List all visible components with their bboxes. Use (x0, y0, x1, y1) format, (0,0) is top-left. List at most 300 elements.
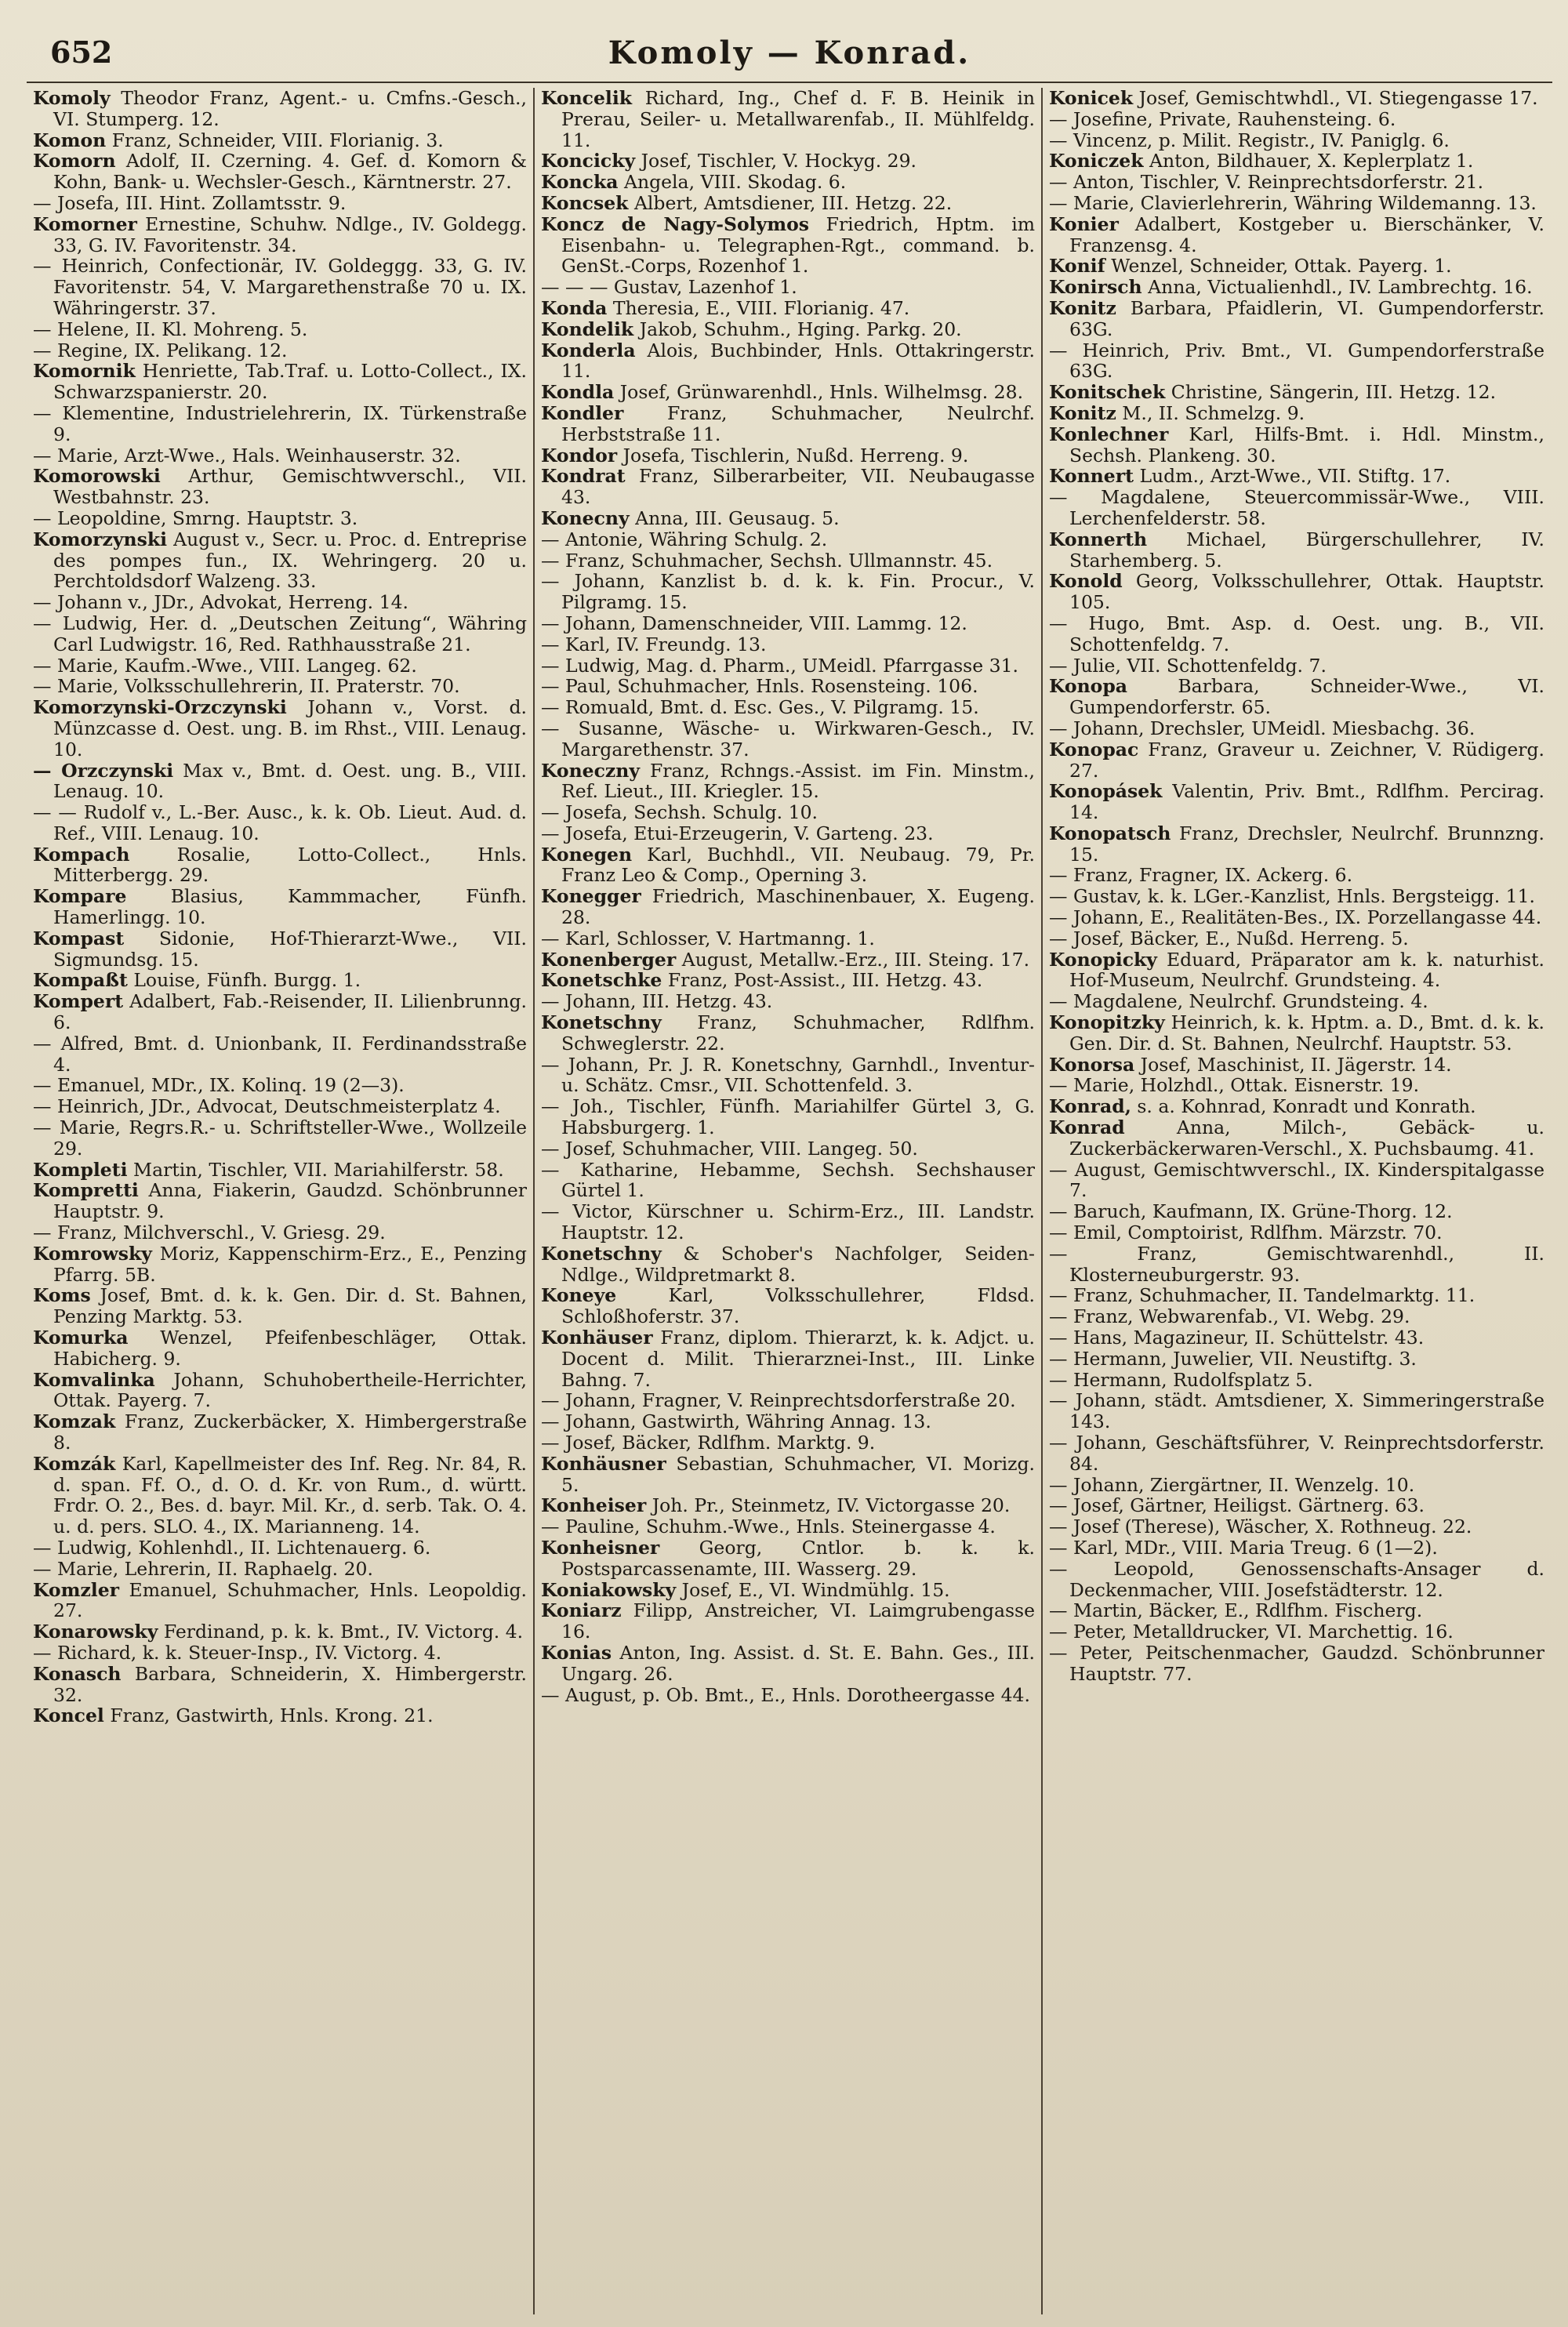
directory-entry (541, 1285, 1035, 1327)
entry-details: Karl, Volksschullehrer, Fldsd. Schloßhoferstr. 37. (561, 1284, 1035, 1328)
entry-details: — Susanne, Wäsche- u. Wirkwaren-Gesch., IV. Margarethenstr. 37. (541, 717, 1035, 761)
entry-details: — Martin, Bäcker, E., Rdlfhm. Fischerg. (1049, 1599, 1423, 1622)
directory-entry (1049, 718, 1544, 739)
entry-surname: Konif (1049, 255, 1105, 278)
page-number: 652 (50, 34, 113, 70)
entry-details: Ernestine, Schuhw. Ndlge., IV. Goldegg. 33, G. IV. Favoritenstr. 34. (53, 212, 527, 256)
entry-details: — Marie, Lehrerin, II. Raphaelg. 20. (33, 1557, 373, 1580)
directory-entry (33, 1160, 527, 1181)
entry-surname: Komorner (33, 212, 137, 235)
entry-details: Anton, Bildhauer, X. Keplerplatz 1. (1149, 150, 1474, 172)
entry-details: — August, Gemischtwverschl., IX. Kinderspitalgasse 7. (1049, 1158, 1544, 1202)
entry-details: — Magdalene, Steuercommissär-Wwe., VIII. Lerchenfelderstr. 58. (1049, 486, 1544, 529)
entry-details: Michael, Bürgerschullehrer, IV. Starhemberg. 5. (1069, 528, 1544, 572)
entry-details: — Marie, Volksschullehrerin, II. Praterstr. 70. (33, 675, 460, 698)
directory-entry (33, 1643, 527, 1664)
entry-details: — Josefa, Etui-Erzeugerin, V. Garteng. 23. (541, 822, 934, 844)
directory-entry (1049, 151, 1544, 172)
directory-entry (1049, 1075, 1544, 1096)
entry-details: — Johann, Ziergärtner, II. Wenzelg. 10. (1049, 1473, 1415, 1496)
entry-details: Georg, Cntlor. b. k. k. Postsparcassenamte, III. Wasserg. 29. (561, 1536, 1035, 1580)
entry-surname: Konhäusner (541, 1452, 666, 1475)
entry-surname: Kompert (33, 990, 124, 1013)
entry-details: — Marie, Regrs.R.- u. Schriftsteller-Wwe., Wollzeile 29. (33, 1116, 527, 1160)
directory-entry (33, 1370, 527, 1412)
entry-details: — Johann, Damenschneider, VIII. Lammg. 12. (541, 612, 967, 634)
entry-surname: Konias (541, 1641, 612, 1664)
entry-details: — Hugo, Bmt. Asp. d. Oest. ung. B., VII. Schottenfeldg. 7. (1049, 612, 1544, 655)
directory-entry (1049, 739, 1544, 782)
directory-entry (541, 382, 1035, 403)
entry-details: Josef, Grünwarenhdl., Hnls. Wilhelmsg. 28. (619, 381, 1024, 404)
directory-entry (33, 361, 527, 403)
directory-entry (33, 970, 527, 991)
entry-details: — Josefa, III. Hint. Zollamtsstr. 9. (33, 191, 347, 214)
directory-entry (1049, 1222, 1544, 1243)
entry-details: Josef, Gemischtwhdl., VI. Stiegengasse 17. (1138, 88, 1538, 109)
entry-details: Louise, Fünfh. Burgg. 1. (133, 969, 361, 992)
entry-surname: Konopac (1049, 738, 1139, 761)
directory-entry (541, 193, 1035, 214)
entry-surname: Konopicky (1049, 948, 1157, 971)
directory-entry (33, 1222, 527, 1243)
entry-details: Adalbert, Kostgeber u. Bierschänker, V. Franzensg. 4. (1069, 212, 1544, 256)
entry-surname: Konheiser (541, 1494, 647, 1517)
entry-surname: Konegger (541, 885, 641, 908)
directory-entry (33, 592, 527, 613)
entry-details: Theresia, E., VIII. Florianig. 47. (612, 296, 910, 319)
directory-entry (33, 130, 527, 151)
entry-details: Richard, Ing., Chef d. F. B. Heinik in Prerau, Seiler- u. Metallwarenfab., II. Mühlfeldg. 11. (561, 88, 1035, 151)
directory-entry (541, 1012, 1035, 1055)
directory-entry (33, 655, 527, 677)
entry-details: Valentin, Priv. Bmt., Rdlfhm. Percirag. 14. (1069, 780, 1544, 824)
page-header (27, 34, 1552, 83)
entry-details: Christine, Sängerin, III. Hetzg. 12. (1171, 381, 1497, 404)
directory-entry (1049, 886, 1544, 907)
entry-details: — Helene, II. Kl. Mohreng. 5. (33, 318, 308, 340)
directory-entry (1049, 529, 1544, 572)
entry-details: — Johann, E., Realitäten-Bes., IX. Porzellangasse 44. (1049, 906, 1542, 929)
directory-entry (1049, 1306, 1544, 1327)
entry-details: — Johann, Gastwirth, Währing Annag. 13. (541, 1410, 931, 1433)
directory-entry (1049, 1285, 1544, 1306)
entry-details: — Franz, Schuhmacher, II. Tandelmarktg. 11. (1049, 1284, 1475, 1307)
directory-entry (1049, 1537, 1544, 1559)
entry-surname: Kondelik (541, 318, 634, 340)
directory-entry (541, 676, 1035, 697)
entry-details: — Josefine, Private, Rauhensteing. 6. (1049, 107, 1396, 130)
entry-details: Josef, Maschinist, II. Jägerstr. 14. (1140, 1053, 1452, 1076)
directory-entry (1049, 1012, 1544, 1055)
entry-surname: Konarowsky (33, 1621, 158, 1643)
entry-details: — Romuald, Bmt. d. Esc. Ges., V. Pilgramg. 15. (541, 696, 979, 719)
directory-entry (1049, 1201, 1544, 1222)
entry-details: — Franz, Webwarenfab., VI. Webg. 29. (1049, 1305, 1410, 1328)
entry-surname: Kompare (33, 885, 127, 908)
directory-entry (33, 1559, 527, 1580)
directory-entry (541, 1390, 1035, 1411)
directory-entry (541, 88, 1035, 151)
entry-details: Franz, Rchngs.-Assist. im Fin. Minstm., Ref. Lieut., III. Kriegler. 15. (561, 759, 1035, 803)
entry-surname: Konetschny (541, 1011, 662, 1034)
directory-entry (1049, 403, 1544, 424)
directory-entry (1049, 1055, 1544, 1076)
directory-entry (541, 340, 1035, 383)
entry-details: — Klementine, Industrielehrerin, IX. Türkenstraße 9. (33, 401, 527, 445)
entry-details: — Heinrich, Priv. Bmt., VI. Gumpendorferstraße 63G. (1049, 339, 1544, 383)
directory-entry (541, 1243, 1035, 1286)
entry-surname: Koncicky (541, 150, 636, 172)
entry-details: — Johann v., JDr., Advokat, Herreng. 14. (33, 591, 408, 614)
entry-surname: Koniarz (541, 1599, 622, 1622)
directory-entry (541, 1160, 1035, 1202)
entry-details: Wenzel, Schneider, Ottak. Payerg. 1. (1111, 255, 1452, 278)
entry-details: — Magdalene, Neulrchf. Grundsteing. 4. (1049, 990, 1428, 1013)
entry-details: — Paul, Schuhmacher, Hnls. Rosensteing. 106. (541, 675, 978, 698)
directory-entry (541, 1096, 1035, 1138)
entry-surname: Konecny (541, 506, 630, 529)
entry-details: Josef, Tischler, V. Hockyg. 29. (641, 150, 917, 172)
entry-surname: Koneczny (541, 759, 641, 782)
entry-details: Josef, Bmt. d. k. k. Gen. Dir. d. St. Bahnen, Penzing Marktg. 53. (53, 1284, 527, 1328)
directory-entry (541, 949, 1035, 971)
directory-entry (1049, 1475, 1544, 1496)
directory-entry (33, 697, 527, 760)
directory-entry (33, 256, 527, 318)
directory-entry (541, 697, 1035, 718)
entry-surname: Komoly (33, 88, 111, 109)
directory-entry (1049, 1096, 1544, 1117)
directory-entry (541, 1138, 1035, 1160)
entry-details: Franz, Schuhmacher, Neulrchf. Herbststraße 11. (561, 401, 1035, 445)
directory-entry (1049, 1643, 1544, 1685)
directory-entry (33, 319, 527, 340)
entry-details: — Franz, Fragner, IX. Ackerg. 6. (1049, 864, 1353, 887)
directory-entry (1049, 571, 1544, 613)
entry-surname: Konrad (1049, 1116, 1125, 1139)
column-3 (1043, 88, 1551, 2314)
directory-entry (541, 1432, 1035, 1454)
directory-entry (1049, 1600, 1544, 1621)
entry-details: Jakob, Schuhm., Hging. Parkg. 20. (639, 318, 962, 340)
directory-entry (33, 151, 527, 193)
entry-details: Karl, Kapellmeister des Inf. Reg. Nr. 84, R. d. span. Ff. O., d. O. d. Kr. von Rum., d. württ. Frdr. O. 2., Bes. d. bayr. Mil. Kr., d. serb. Tak. O. 4. u. d. pers. SLO. 4., IX. Marianneng. 14. (53, 1452, 527, 1538)
entry-surname: Konlechner (1049, 423, 1169, 445)
entry-surname: Konderla (541, 339, 636, 361)
directory-entry (33, 676, 527, 697)
entry-details: Adolf, II. Czerning. 4. Gef. d. Komorn & Kohn, Bank- u. Wechsler-Gesch., Kärntnerstr. 27. (53, 150, 527, 194)
entry-surname: Komorn (33, 150, 116, 172)
entry-details: Rosalie, Lotto-Collect., Hnls. Mitterbergg. 29. (53, 843, 527, 887)
directory-entry (1049, 1621, 1544, 1643)
directory-entry (541, 634, 1035, 655)
entry-details: Sebastian, Schuhmacher, VI. Morizg. 5. (561, 1452, 1035, 1496)
entry-surname: Konier (1049, 212, 1119, 235)
directory-entry (33, 1075, 527, 1096)
entry-details: — Johann, Pr. J. R. Konetschny, Garnhdl., Inventur- u. Schätz. Cmsr., VII. Schottenfeld. 3. (541, 1053, 1035, 1097)
entry-surname: Koncel (33, 1704, 104, 1727)
directory-entry (33, 886, 527, 928)
entry-details: — Pauline, Schuhm.-Wwe., Hnls. Steinergasse 4. (541, 1516, 996, 1538)
entry-details: — Baruch, Kaufmann, IX. Grüne-Thorg. 12. (1049, 1200, 1453, 1223)
entry-surname: Konopitzky (1049, 1011, 1165, 1034)
directory-entry (541, 1685, 1035, 1706)
entry-surname: Konetschke (541, 969, 662, 992)
directory-entry (1049, 424, 1544, 466)
entry-details: — Ludwig, Kohlenhdl., II. Lichtenauerg. 6. (33, 1536, 431, 1559)
directory-entry (541, 172, 1035, 193)
entry-details: — Antonie, Währing Schulg. 2. (541, 528, 828, 550)
entry-details: — — — Gustav, Lazenhof 1. (541, 276, 797, 299)
entry-surname: Konnert (1049, 465, 1134, 488)
entry-details: — Victor, Kürschner u. Schirm-Erz., III. Landstr. Hauptstr. 12. (541, 1200, 1035, 1244)
directory-entry (1049, 1117, 1544, 1160)
directory-entry (541, 571, 1035, 613)
entry-details: Franz, Gastwirth, Hnls. Krong. 21. (110, 1704, 434, 1727)
directory-entry (541, 1201, 1035, 1243)
directory-entry (33, 445, 527, 466)
entry-details: — Ludwig, Her. d. „Deutschen Zeitung“, Währing Carl Ludwigstr. 16, Red. Rathhausstraße 21. (33, 612, 527, 655)
entry-details: Karl, Hilfs-Bmt. i. Hdl. Minstm., Sechsh. Plankeng. 30. (1069, 423, 1544, 466)
directory-entry (1049, 193, 1544, 214)
directory-entry (33, 991, 527, 1033)
entry-surname: Komzak (33, 1410, 116, 1433)
entry-surname: Konopásek (1049, 780, 1163, 803)
directory-entry (33, 193, 527, 214)
directory-entry (541, 1580, 1035, 1601)
entry-details: — Franz, Schuhmacher, Sechsh. Ullmannstr. 45. (541, 549, 993, 572)
entry-surname: Konenberger (541, 948, 677, 971)
entry-details: & Schober's Nachfolger, Seiden-Ndlge., Wildpretmarkt 8. (561, 1242, 1035, 1286)
entry-surname: Konasch (33, 1662, 122, 1685)
entry-details: Franz, Post-Assist., III. Hetzg. 43. (667, 969, 983, 992)
entry-details: — Peter, Peitschenmacher, Gaudzd. Schönbrunner Hauptstr. 77. (1049, 1641, 1544, 1685)
directory-entry (33, 1454, 527, 1537)
entry-details: — Marie, Arzt-Wwe., Hals. Weinhauserstr. 32. (33, 444, 461, 466)
entry-surname: Koncz de Nagy-Solymos (541, 212, 809, 235)
entry-surname: Konetschny (541, 1242, 662, 1265)
directory-entry (541, 1495, 1035, 1516)
entry-details: — Marie, Kaufm.-Wwe., VIII. Langeg. 62. (33, 654, 417, 677)
entry-details: — Karl, IV. Freundg. 13. (541, 633, 767, 655)
directory-entry (1049, 466, 1544, 487)
entry-details: Blasius, Kammmacher, Fünfh. Hamerlingg. 10. (53, 885, 527, 929)
entry-details: — Johann, III. Hetzg. 43. (541, 990, 773, 1013)
entry-details: Anton, Ing. Assist. d. St. E. Bahn. Ges., III. Ungarg. 26. (561, 1641, 1035, 1685)
directory-entry (33, 1180, 527, 1222)
directory-entry (33, 1621, 527, 1643)
directory-entry (1049, 340, 1544, 383)
directory-entry (33, 1327, 527, 1370)
entry-details: — Josef, Bäcker, Rdlfhm. Marktg. 9. (541, 1432, 876, 1454)
entry-details: August v., Secr. u. Proc. d. Entreprise des pompes fun., IX. Wehringerg. 20 u. Perchtoldsdorf Walzeng. 33. (53, 528, 527, 593)
entry-details: M., II. Schmelzg. 9. (1122, 401, 1305, 424)
entry-details: August, Metallw.-Erz., III. Steing. 17. (681, 948, 1030, 971)
entry-details: Max v., Bmt. d. Oest. ung. B., VIII. Lenaug. 10. (53, 759, 527, 803)
directory-entry (541, 844, 1035, 887)
entry-details: — Peter, Metalldrucker, VI. Marchettig. 16. (1049, 1621, 1454, 1643)
entry-surname: Kondler (541, 401, 624, 424)
entry-details: Franz, Graveur u. Zeichner, V. Rüdigerg. 27. (1069, 738, 1544, 782)
directory-entry (1049, 676, 1544, 718)
entry-details: Alois, Buchbinder, Hnls. Ottakringerstr. 11. (561, 339, 1035, 383)
directory-entry (1049, 1495, 1544, 1516)
entry-details: Arthur, Gemischtwverschl., VII. Westbahnstr. 23. (53, 465, 527, 509)
directory-entry (541, 761, 1035, 803)
directory-entry (541, 550, 1035, 572)
directory-entry (541, 1643, 1035, 1685)
directory-entry (33, 613, 527, 655)
entry-details: — Ludwig, Mag. d. Pharm., UMeidl. Pfarrgasse 31. (541, 654, 1018, 677)
entry-surname: Konhäuser (541, 1327, 653, 1349)
directory-entry (541, 277, 1035, 298)
entry-details: — Leopoldine, Smrng. Hauptstr. 3. (33, 506, 358, 529)
directory-entry (33, 761, 527, 803)
directory-entry (33, 1033, 527, 1076)
entry-details: — Alfred, Bmt. d. Unionbank, II. Ferdinandsstraße 4. (33, 1032, 527, 1076)
entry-surname: Komorowski (33, 465, 161, 488)
directory-entry (1049, 928, 1544, 949)
directory-entry (1049, 256, 1544, 277)
entry-details: — Leopold, Genossenschafts-Ansager d. Deckenmacher, VIII. Josefstädterstr. 12. (1049, 1557, 1544, 1601)
entry-details: — Johann, Kanzlist b. d. k. k. Fin. Procur., V. Pilgramg. 15. (541, 570, 1035, 614)
entry-details: — Johann, Geschäftsführer, V. Reinprechtsdorferstr. 84. (1049, 1432, 1544, 1475)
entry-surname: Konopatsch (1049, 822, 1171, 844)
directory-entry (541, 1055, 1035, 1097)
entry-surname: Konitz (1049, 296, 1116, 319)
directory-entry (33, 1705, 527, 1726)
entry-surname: Komorzynski (33, 528, 168, 550)
directory-entry (1049, 109, 1544, 130)
entry-surname: Koncelik (541, 88, 633, 109)
entry-details: — Joh., Tischler, Fünfh. Mariahilfer Gürtel 3, G. Habsburgerg. 1. (541, 1095, 1035, 1139)
entry-details: — Karl, MDr., VIII. Maria Treug. 6 (1—2). (1049, 1536, 1438, 1559)
entry-details: Karl, Buchhdl., VII. Neubaug. 79, Pr. Franz Leo & Comp., Operning 3. (561, 843, 1035, 887)
entry-details: — Karl, Schlosser, V. Hartmanng. 1. (541, 927, 875, 949)
entry-details: Anna, Fiakerin, Gaudzd. Schönbrunner Hauptstr. 9. (53, 1179, 527, 1223)
directory-entry (541, 1454, 1035, 1496)
directory-entry (541, 1600, 1035, 1643)
directory-entry (33, 214, 527, 256)
entry-surname: Komornik (33, 360, 136, 383)
entry-surname: Konold (1049, 570, 1123, 593)
directory-entry (33, 1117, 527, 1160)
entry-details: Sidonie, Hof-Thierarzt-Wwe., VII. Sigmundsg. 15. (53, 927, 527, 971)
entry-details: — Josef, Schuhmacher, VIII. Langeg. 50. (541, 1137, 918, 1160)
entry-details: — Franz, Gemischtwarenhdl., II. Klosterneuburgerstr. 93. (1049, 1242, 1544, 1286)
directory-entry (33, 529, 527, 592)
directory-entry (541, 151, 1035, 172)
entry-surname: Kompleti (33, 1158, 128, 1181)
entry-surname: Koncsek (541, 191, 629, 214)
entry-details: Henriette, Tab.Traf. u. Lotto-Collect., IX. Schwarzspanierstr. 20. (53, 360, 527, 404)
entry-surname: Koneye (541, 1284, 617, 1307)
entry-details: Martin, Tischler, VII. Mariahilferstr. 58. (133, 1158, 504, 1181)
directory-entry (1049, 88, 1544, 109)
entry-details: Barbara, Pfaidlerin, VI. Gumpendorferstr. 63G. (1069, 296, 1544, 340)
directory-entry (33, 802, 527, 844)
entry-surname: Kompast (33, 927, 125, 949)
entry-surname: Konicek (1049, 88, 1134, 109)
entry-surname: Kondor (541, 444, 618, 466)
directory-entry (33, 1411, 527, 1454)
entry-surname: Komzler (33, 1578, 120, 1601)
directory-entry (541, 823, 1035, 844)
entry-details: Barbara, Schneider-Wwe., VI. Gumpendorferstr. 65. (1069, 675, 1544, 719)
entry-details: Franz, Schneider, VIII. Florianig. 3. (111, 129, 444, 151)
entry-surname: — Orzczynski (33, 759, 174, 782)
entry-surname: Konitz (1049, 401, 1116, 424)
directory-entry (1049, 1432, 1544, 1475)
directory-entry (1049, 1559, 1544, 1601)
directory-entry (541, 298, 1035, 319)
entry-surname: Komurka (33, 1327, 129, 1349)
directory-entry (541, 319, 1035, 340)
directory-entry (541, 466, 1035, 508)
directory-entry (1049, 781, 1544, 823)
entry-surname: Konrad, (1049, 1095, 1131, 1118)
entry-details: — Hans, Magazineur, II. Schüttelstr. 43. (1049, 1327, 1425, 1349)
directory-entry (1049, 1390, 1544, 1432)
entry-surname: Komvalinka (33, 1368, 155, 1391)
directory-entry (1049, 865, 1544, 886)
entry-details: Franz, Drechsler, Neulrchf. Brunnzng. 15. (1069, 822, 1544, 866)
entry-surname: Koniakowsky (541, 1578, 677, 1601)
entry-details: Johann, Schuhobertheile-Herrichter, Ottak. Payerg. 7. (53, 1368, 527, 1412)
entry-details: Wenzel, Pfeifenbeschläger, Ottak. Habicherg. 9. (53, 1327, 527, 1370)
directory-entry (1049, 298, 1544, 340)
directory-entry (1049, 172, 1544, 193)
directory-entry (33, 1285, 527, 1327)
entry-details: — August, p. Ob. Bmt., E., Hnls. Dorotheergasse 44. (541, 1683, 1030, 1706)
directory-entry (541, 508, 1035, 529)
directory-entry (541, 1327, 1035, 1390)
entry-details: — Josef, Bäcker, E., Nußd. Herreng. 5. (1049, 927, 1409, 949)
entry-details: — Vincenz, p. Milit. Registr., IV. Paniglg. 6. (1049, 129, 1450, 151)
directory-entry (33, 1243, 527, 1286)
entry-details: Ludm., Arzt-Wwe., VII. Stiftg. 17. (1139, 465, 1451, 488)
entry-surname: Konirsch (1049, 276, 1142, 299)
column-2 (535, 88, 1043, 2314)
directory-entry (1049, 655, 1544, 677)
directory-entry (1049, 1370, 1544, 1391)
directory-entry (33, 928, 527, 971)
entry-details: — Heinrich, JDr., Advocat, Deutschmeisterplatz 4. (33, 1095, 501, 1118)
directory-entry (33, 466, 527, 508)
entry-surname: Kondrat (541, 465, 626, 488)
entry-details: s. a. Kohnrad, Konradt und Konrath. (1137, 1095, 1476, 1118)
entry-details: Ferdinand, p. k. k. Bmt., IV. Victorg. 4. (163, 1621, 524, 1643)
entry-surname: Kompretti (33, 1179, 139, 1202)
entry-details: Filipp, Anstreicher, VI. Laimgrubengasse 16. (561, 1599, 1035, 1643)
entry-details: — Hermann, Juwelier, VII. Neustiftg. 3. (1049, 1347, 1417, 1370)
directory-entry (541, 445, 1035, 466)
entry-details: — Johann, Drechsler, UMeidl. Miesbachg. 36. (1049, 717, 1475, 739)
entry-details: Angela, VIII. Skodag. 6. (623, 171, 847, 194)
entry-details: Josef, E., VI. Windmühlg. 15. (681, 1578, 950, 1601)
directory-entry (1049, 1160, 1544, 1202)
entry-surname: Kondla (541, 381, 615, 404)
directory-entry (1049, 907, 1544, 928)
directory-entry (541, 718, 1035, 761)
entry-details: Anna, Victualienhdl., IV. Lambrechtg. 16. (1148, 276, 1533, 299)
directory-entry (541, 1537, 1035, 1580)
entry-details: — Johann, städt. Amtsdiener, X. Simmeringerstraße 143. (1049, 1389, 1544, 1433)
entry-details: Barbara, Schneiderin, X. Himbergerstr. 32. (53, 1662, 527, 1706)
entry-details: Franz, Zuckerbäcker, X. Himbergerstraße 8. (53, 1410, 527, 1454)
entry-details: Anna, Milch-, Gebäck- u. Zuckerbäckerwaren-Verschl., X. Puchsbaumg. 41. (1069, 1116, 1544, 1160)
